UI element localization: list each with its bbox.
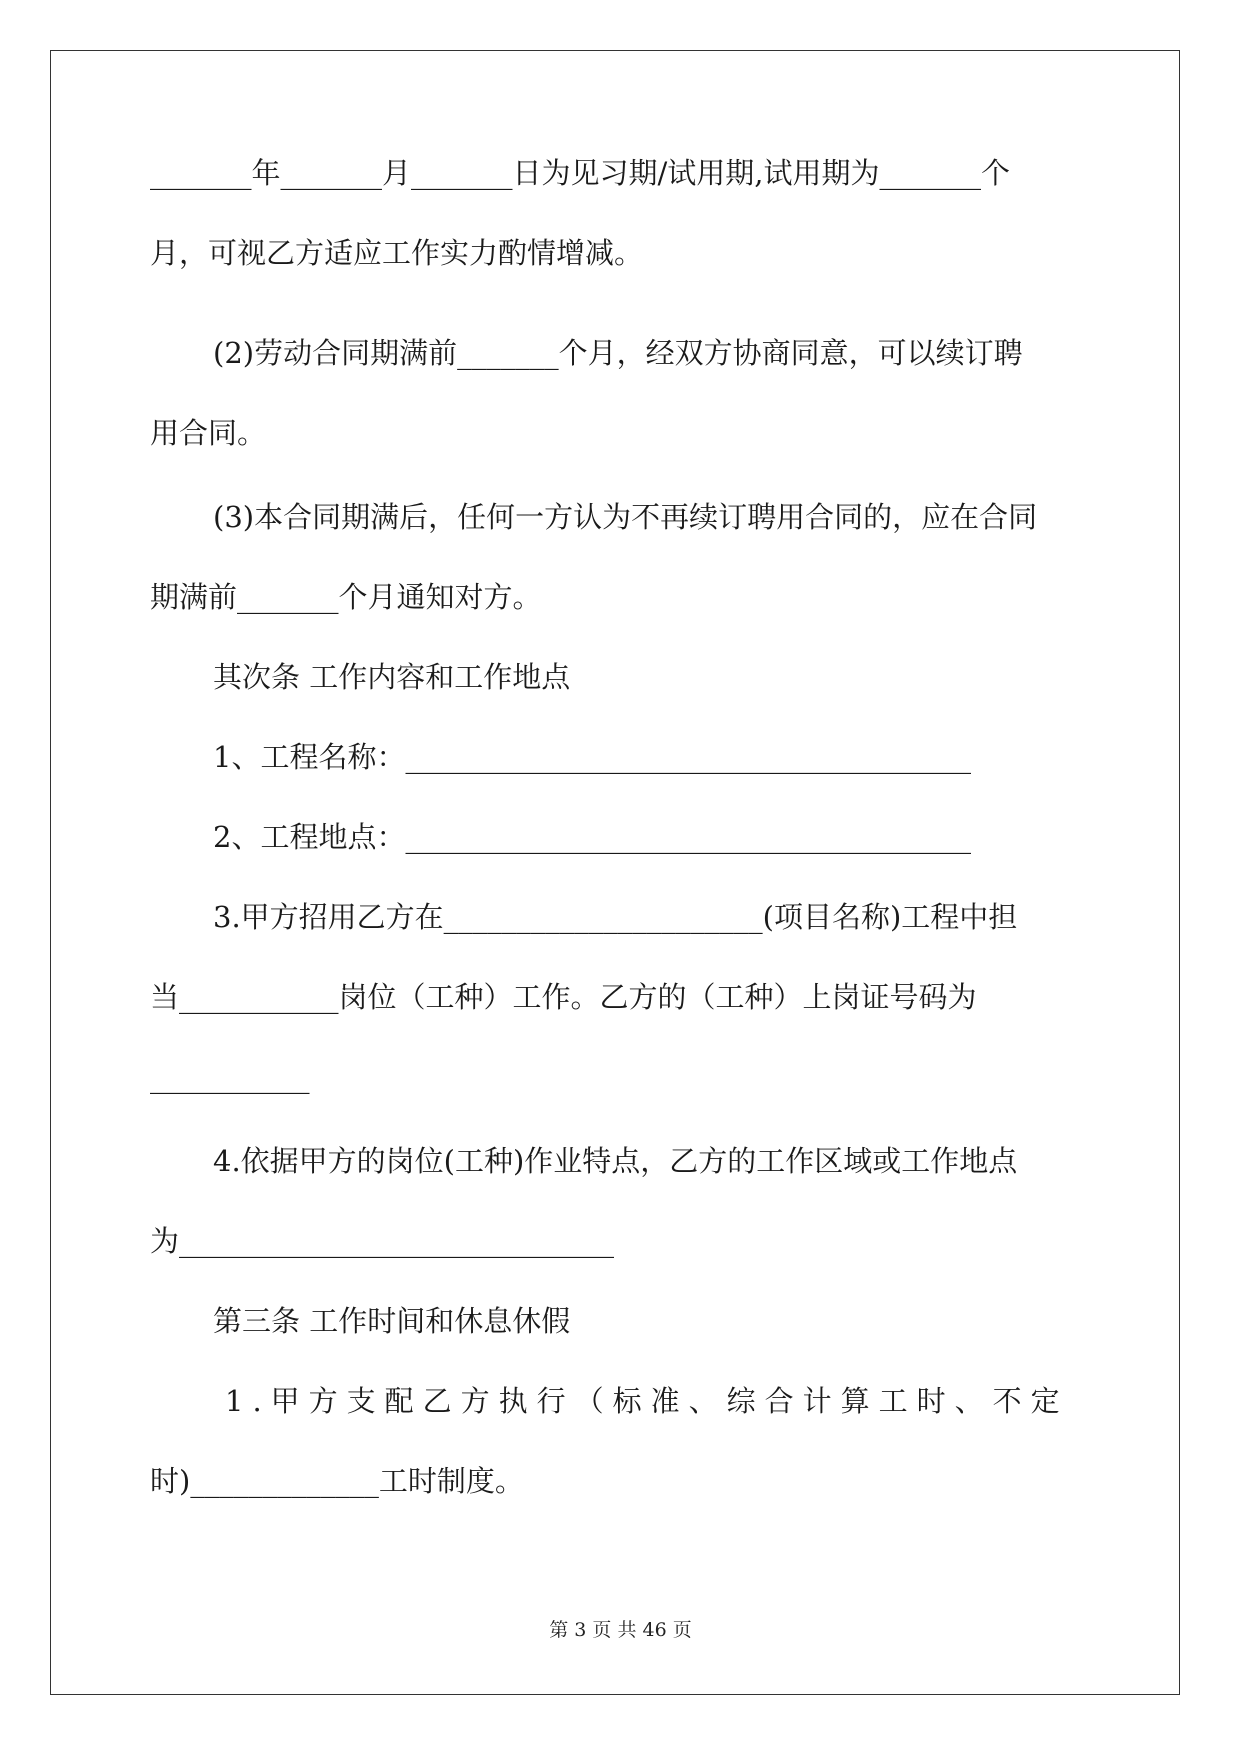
text-line-13: 为______________________________ (150, 1224, 615, 1258)
page-number-footer: 第 3 页 共 46 页 (549, 1619, 692, 1641)
text-line-16: 时)_____________工时制度。 (150, 1464, 524, 1498)
text-line-3: (2)劳动合同期满前_______个月，经双方协商同意，可以续订聘 (213, 336, 1023, 370)
section-heading-3: 第三条 工作时间和休息休假 (213, 1304, 571, 1338)
text-line-1: _______年_______月_______日为见习期/试用期,试用期为_______个 (150, 156, 1010, 190)
text-line-12: 4.依据甲方的岗位(工种)作业特点，乙方的工作区域或工作地点 (213, 1144, 1018, 1178)
text-line-5: (3)本合同期满后，任何一方认为不再续订聘用合同的，应在合同 (213, 500, 1038, 534)
text-line-9: 3.甲方招用乙方在______________________(项目名称)工程中担 (213, 900, 1018, 934)
text-line-4: 用合同。 (150, 416, 267, 450)
section-heading-2: 其次条 工作内容和工作地点 (213, 660, 571, 694)
text-line-10: 当___________岗位（工种）工作。乙方的（工种）上岗证号码为 (150, 980, 977, 1014)
text-line-project-name: 1、工程名称：_______________________________________ (213, 740, 971, 774)
text-line-11: ___________ (150, 1060, 310, 1094)
text-line-2: 月，可视乙方适应工作实力酌情增减。 (150, 236, 644, 270)
text-line-15: 1.甲方支配乙方执行（标准、综合计算工时、不定 (225, 1384, 1069, 1418)
text-line-project-location: 2、工程地点：_______________________________________ (213, 820, 971, 854)
page-border (50, 50, 1180, 1695)
text-line-6: 期满前_______个月通知对方。 (150, 580, 542, 614)
